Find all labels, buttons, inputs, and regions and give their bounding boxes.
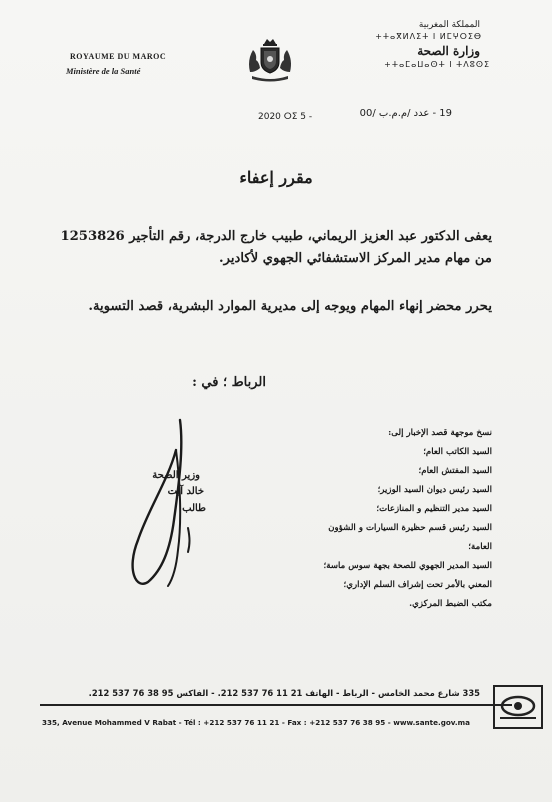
document-title: مقرر إعفاء <box>239 168 313 187</box>
royal-coat-of-arms-icon <box>244 36 296 82</box>
list-item: السيد رئيس قسم حظيرة السيارات و الشؤون العامة؛ <box>328 523 492 552</box>
list-item: السيد رئيس ديوان السيد الوزير؛ <box>377 485 492 495</box>
footer-divider <box>40 704 512 706</box>
stamp-line-3: طالب <box>182 503 206 514</box>
document-number: 19 - عدد /م.م.ب /00 <box>359 108 452 119</box>
copies-list <box>302 443 492 614</box>
stamp-line-2: خالد آيت <box>167 486 204 497</box>
record-paragraph: يحرر محضر إنهاء المهام ويوجه إلى مديرية الموارد البشرية، قصد التسوية. <box>88 299 492 314</box>
kingdom-label-tifinagh: +ⵜⴰⴳⵍⴷⵉⵜ ⵏ ⵍⵎⵖⵔⵉⴱ <box>375 32 482 41</box>
stamp-line-1: وزير الصحة <box>152 470 200 481</box>
list-item: مكتب الضبط المركزي. <box>409 599 492 609</box>
kingdom-label-ar: المملكة المغربية <box>418 20 480 30</box>
copies-distribution <box>302 424 492 614</box>
decision-paragraph: يعفى الدكتور عبد العزيز الريماني، طبيب خارج الدرجة، رقم التأجير 1253826 من مهام مدير المركز الاستشفائي الجهوي لأكادير. <box>60 229 492 266</box>
copies-heading: نسخ موجهة قصد الإخبار إلى: <box>388 428 492 438</box>
footer-address-fr: 335, Avenue Mohammed V Rabat - Tél : +212 537 76 11 21 - Fax : +212 537 76 38 95 - www.sante.gov.ma <box>42 718 470 727</box>
minister-stamp <box>110 470 210 530</box>
ministry-logo-icon <box>492 684 544 730</box>
footer-address-ar: 335 شارع محمد الخامس - الرباط - الهاتف 21 11 76 537 212. - الفاكس 95 38 76 537 212. <box>88 688 480 698</box>
ministry-label-ar: وزارة الصحة <box>417 44 480 58</box>
list-item: السيد مدير التنظيم و المنازعات؛ <box>376 504 492 514</box>
list-item: المعني بالأمر تحت إشراف السلم الإداري؛ <box>343 580 492 590</box>
ministry-label-fr: Ministère de la Santé <box>66 66 141 76</box>
document-date: 2020 ⵔⵉ 5 - <box>258 112 313 122</box>
list-item: السيد الكاتب العام؛ <box>423 447 492 457</box>
list-item: السيد المدير الجهوي للصحة بجهة سوس ماسة؛ <box>323 561 492 571</box>
kingdom-label-fr: ROYAUME DU MAROC <box>70 52 167 61</box>
place-date-line: الرباط ؛ في : <box>192 375 266 390</box>
ministry-label-tifinagh: +ⵜⴰⵎⴰⵡⴰⵙⵜ ⵏ ⵜⴷⵓⵙⵉ <box>384 60 490 69</box>
list-item: السيد المفتش العام؛ <box>418 466 492 476</box>
